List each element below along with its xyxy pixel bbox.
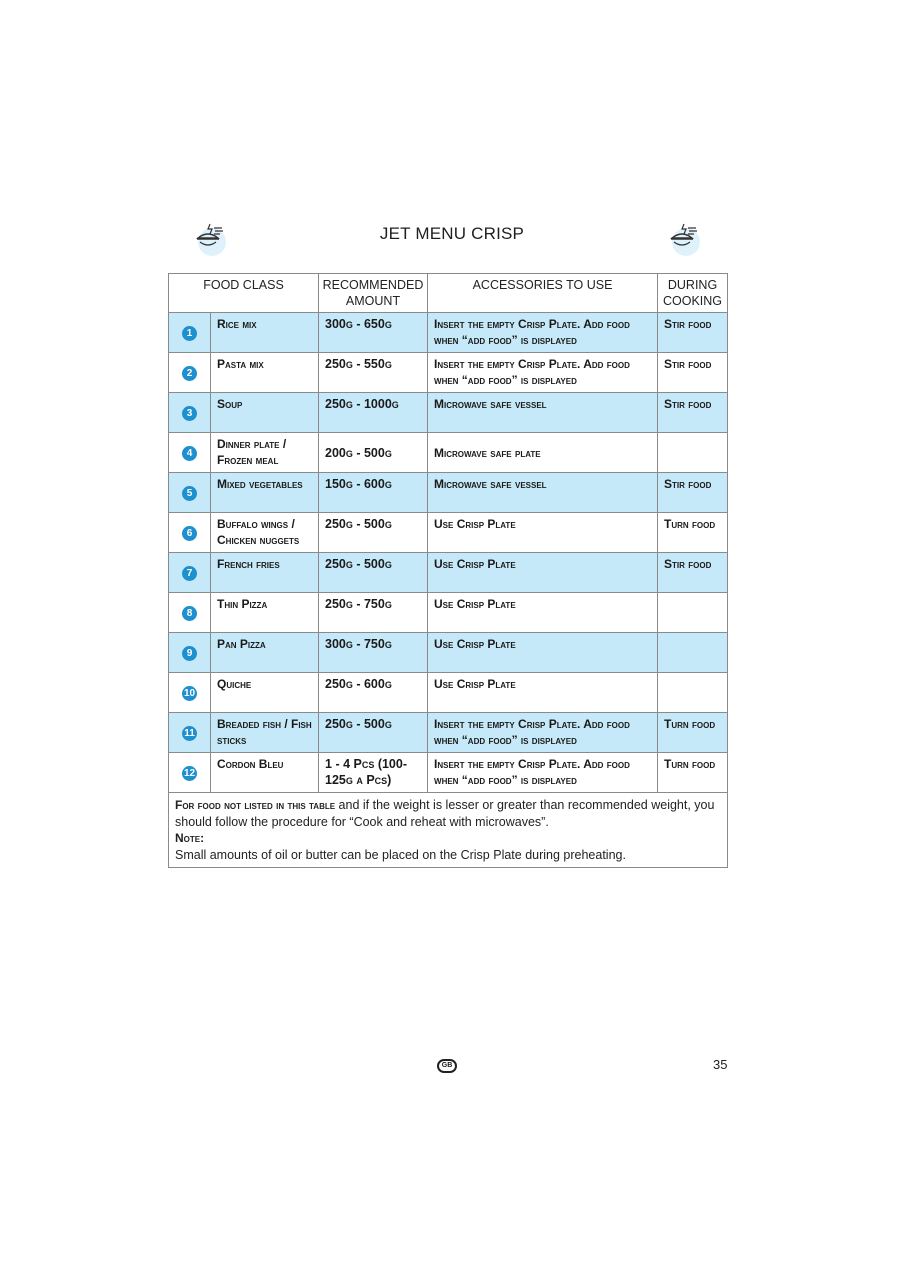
during-cooking-cell bbox=[658, 633, 728, 673]
footnote-text: and if the weight is lesser or greater than recommended weight, you should follow the procedure for “Cook and reheat with microwaves”. bbox=[175, 798, 715, 829]
table-row bbox=[169, 433, 728, 473]
row-number-badge: 10 bbox=[183, 687, 196, 699]
during-cooking-cell: Stir food bbox=[658, 553, 728, 593]
language-badge: GB bbox=[437, 1059, 457, 1073]
header-recommended-amount: RECOMMENDED AMOUNT bbox=[319, 274, 428, 313]
note-label: Note: bbox=[175, 831, 205, 845]
amount-cell: 250g - 500g bbox=[319, 513, 428, 553]
food-class-cell: Buffalo wings / Chicken nuggets bbox=[211, 513, 319, 553]
amount-cell: 200g - 500g bbox=[319, 433, 428, 473]
row-number-badge: 5 bbox=[182, 486, 197, 501]
row-number-badge: 6 bbox=[182, 526, 197, 541]
food-class-cell: Pan Pizza bbox=[211, 633, 319, 673]
row-number-badge: 7 bbox=[182, 566, 197, 581]
during-cooking-cell: Turn food bbox=[658, 753, 728, 793]
food-class-cell: Cordon Bleu bbox=[211, 753, 319, 793]
during-cooking-cell bbox=[658, 433, 728, 473]
during-cooking-cell: Turn food bbox=[658, 513, 728, 553]
row-number-badge: 8 bbox=[182, 606, 197, 621]
table-row bbox=[169, 713, 728, 753]
table-footnote bbox=[169, 793, 728, 868]
table-row bbox=[169, 353, 728, 393]
page-number: 35 bbox=[713, 1057, 728, 1072]
row-number-badge: 11 bbox=[182, 726, 197, 741]
during-cooking-cell bbox=[658, 593, 728, 633]
amount-cell: 250g - 1000g bbox=[319, 393, 428, 433]
amount-cell: 250g - 600g bbox=[319, 673, 428, 713]
amount-cell: 300g - 750g bbox=[319, 633, 428, 673]
amount-cell: 250g - 500g bbox=[319, 713, 428, 753]
amount-cell: 1 - 4 Pcs (100-125g a Pcs) bbox=[319, 753, 428, 793]
table-row bbox=[169, 633, 728, 673]
food-class-cell: Mixed vegetables bbox=[211, 473, 319, 513]
amount-cell: 250g - 500g bbox=[319, 553, 428, 593]
row-number-badge: 2 bbox=[182, 366, 197, 381]
accessory-cell: Use Crisp Plate bbox=[428, 593, 658, 633]
food-class-cell: Breaded fish / Fish sticks bbox=[211, 713, 319, 753]
amount-cell: 150g - 600g bbox=[319, 473, 428, 513]
accessory-cell: Use Crisp Plate bbox=[428, 513, 658, 553]
food-class-cell: Dinner plate / Frozen meal bbox=[211, 433, 319, 473]
table-header-row bbox=[169, 274, 728, 313]
table-row bbox=[169, 553, 728, 593]
table-row bbox=[169, 673, 728, 713]
jet-menu-crisp-table bbox=[168, 273, 728, 868]
header-food-class: FOOD CLASS bbox=[169, 274, 319, 313]
during-cooking-cell: Stir food bbox=[658, 313, 728, 353]
row-number-badge: 12 bbox=[183, 767, 196, 779]
table-row bbox=[169, 473, 728, 513]
during-cooking-cell: Stir food bbox=[658, 353, 728, 393]
row-number-badge: 9 bbox=[182, 646, 197, 661]
amount-cell: 300g - 650g bbox=[319, 313, 428, 353]
food-class-cell: Quiche bbox=[211, 673, 319, 713]
accessory-cell: Insert the empty Crisp Plate. Add food when “add food” is displayed bbox=[428, 713, 658, 753]
amount-cell: 250g - 550g bbox=[319, 353, 428, 393]
food-class-cell: Soup bbox=[211, 393, 319, 433]
accessory-cell: Use Crisp Plate bbox=[428, 553, 658, 593]
accessory-cell: Insert the empty Crisp Plate. Add food when “add food” is displayed bbox=[428, 353, 658, 393]
table-row bbox=[169, 593, 728, 633]
accessory-cell: Use Crisp Plate bbox=[428, 633, 658, 673]
accessory-cell: Insert the empty Crisp Plate. Add food when “add food” is displayed bbox=[428, 313, 658, 353]
food-class-cell: Rice mix bbox=[211, 313, 319, 353]
during-cooking-cell: Stir food bbox=[658, 393, 728, 433]
during-cooking-cell: Turn food bbox=[658, 713, 728, 753]
header-accessories: ACCESSORIES TO USE bbox=[428, 274, 658, 313]
accessory-cell: Microwave safe vessel bbox=[428, 473, 658, 513]
accessory-cell: Microwave safe vessel bbox=[428, 393, 658, 433]
page-title: JET MENU CRISP bbox=[379, 224, 525, 243]
table-row bbox=[169, 513, 728, 553]
accessory-cell: Microwave safe plate bbox=[428, 433, 658, 473]
amount-cell: 250g - 750g bbox=[319, 593, 428, 633]
food-class-cell: Pasta mix bbox=[211, 353, 319, 393]
crisp-function-icon bbox=[664, 218, 704, 258]
accessory-cell: Insert the empty Crisp Plate. Add food when “add food” is displayed bbox=[428, 753, 658, 793]
food-class-cell: Thin Pizza bbox=[211, 593, 319, 633]
row-number-badge: 1 bbox=[182, 326, 197, 341]
food-class-cell: French fries bbox=[211, 553, 319, 593]
row-number-badge: 4 bbox=[182, 446, 197, 461]
table-row bbox=[169, 313, 728, 353]
table-row bbox=[169, 753, 728, 793]
accessory-cell: Use Crisp Plate bbox=[428, 673, 658, 713]
during-cooking-cell bbox=[658, 673, 728, 713]
header-during-cooking: DURING COOKING bbox=[658, 274, 728, 313]
during-cooking-cell: Stir food bbox=[658, 473, 728, 513]
table-row bbox=[169, 393, 728, 433]
footnote-lead: For food not listed in this table bbox=[175, 798, 336, 812]
note-text: Small amounts of oil or butter can be placed on the Crisp Plate during preheating. bbox=[175, 847, 626, 862]
row-number-badge: 3 bbox=[182, 406, 197, 421]
